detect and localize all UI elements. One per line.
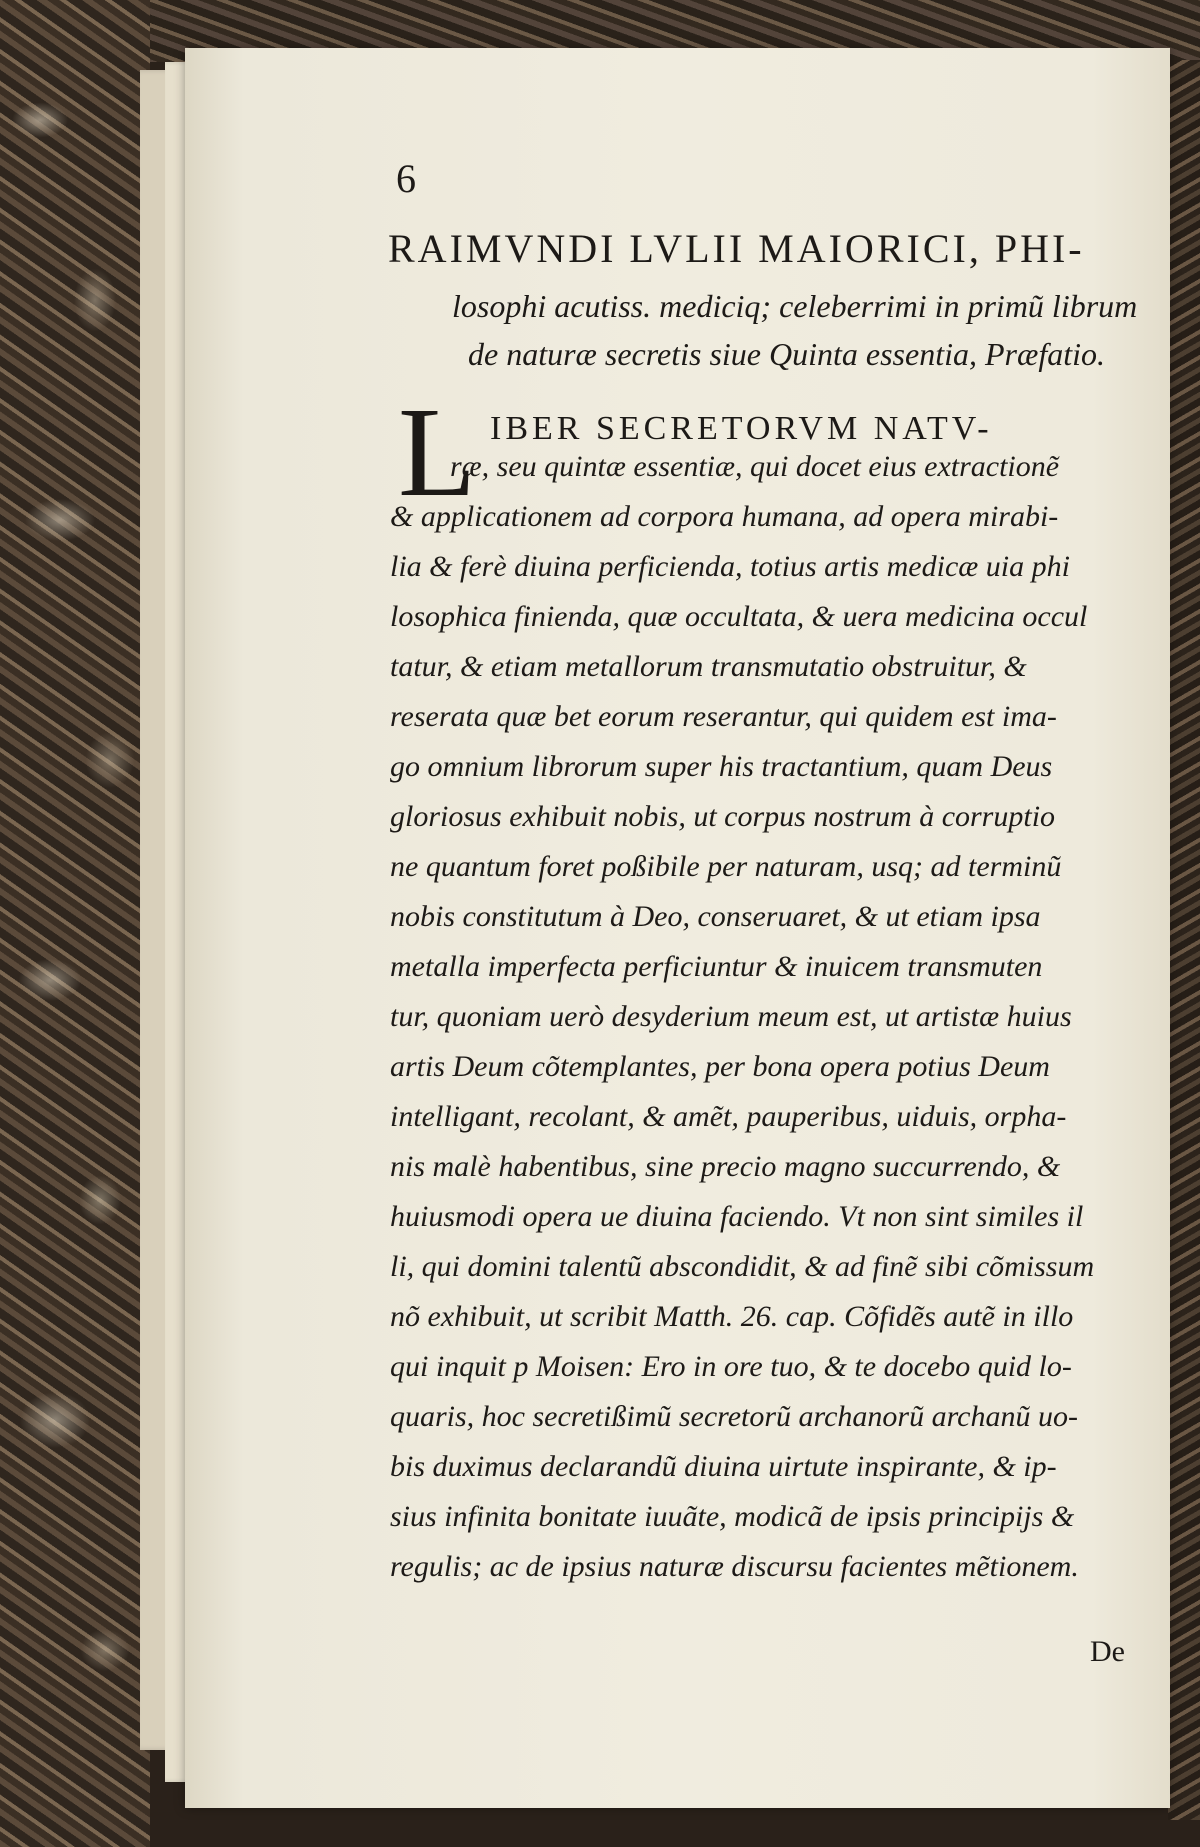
text-line: bis duximus declarandũ diuina uirtute inspirante, & ip- xyxy=(390,1450,1057,1483)
text-line: nõ exhibuit, ut scribit Matth. 26. cap. Cõfidẽs autẽ in illo xyxy=(390,1300,1074,1333)
text-line: nis malè habentibus, sine precio magno succurrendo, & xyxy=(390,1150,1061,1183)
text-line: go omnium librorum super his tractantium, quam Deus xyxy=(390,750,1053,783)
text-line: metalla imperfecta perficiuntur & inuicem transmuten xyxy=(390,950,1043,983)
text-line: huiusmodi opera ue diuina faciendo. Vt non sint similes il xyxy=(390,1200,1084,1233)
text-line: li, qui domini talentũ abscondidit, & ad finẽ sibi cõmissum xyxy=(390,1250,1095,1283)
page-number: 6 xyxy=(396,156,416,201)
text-line: qui inquit p Moisen: Ero in ore tuo, & te docebo quid lo- xyxy=(390,1350,1072,1383)
text-line: quaris, hoc secretißimũ secretorũ archanorũ archanũ uo- xyxy=(390,1400,1078,1433)
drop-cap: L xyxy=(398,381,477,523)
marbled-cover-left xyxy=(0,0,150,1847)
text-line: ræ, seu quintæ essentiæ, qui docet eius extractionẽ xyxy=(450,450,1060,483)
text-line: tatur, & etiam metallorum transmutatio obstruitur, & xyxy=(390,650,1027,683)
text-line: intelligant, recolant, & amẽt, pauperibus, uiduis, orpha- xyxy=(390,1100,1067,1133)
page-heading: RAIMVNDI LVLII MAIORICI, PHI- xyxy=(388,226,1085,271)
text-line: lia & ferè diuina perficienda, totius artis medicæ uia phi xyxy=(390,550,1070,583)
marbled-cover-right xyxy=(1168,60,1200,1820)
text-line: tur, quoniam uerò desyderium meum est, ut artistæ huius xyxy=(390,1000,1072,1033)
text-line: reserata quæ bet eorum reserantur, qui quidem est ima- xyxy=(390,700,1057,733)
text-line: gloriosus exhibuit nobis, ut corpus nostrum à corruptio xyxy=(390,800,1056,833)
text-line: regulis; ac de ipsius naturæ discursu facientes mẽtionem. xyxy=(390,1550,1079,1583)
first-text-line: IBER SECRETORVM NATV- xyxy=(490,410,993,447)
text-line: ne quantum foret poßibile per naturam, usq; ad terminũ xyxy=(390,850,1062,883)
text-line: nobis constitutum à Deo, conseruaret, & ut etiam ipsa xyxy=(390,900,1041,933)
subheading-line: de naturæ secretis siue Quinta essentia, Præfatio. xyxy=(468,336,1105,372)
text-line: artis Deum cõtemplantes, per bona opera potius Deum xyxy=(390,1050,1050,1083)
text-line: losophica finienda, quæ occultata, & uera medicina occul xyxy=(390,600,1088,633)
subheading-line: losophi acutiss. mediciq; celeberrimi in primũ librum xyxy=(452,288,1138,324)
text-line: & applicationem ad corpora humana, ad opera mirabi- xyxy=(390,500,1059,533)
catchword: De xyxy=(1090,1635,1125,1668)
text-line: sius infinita bonitate iuuãte, modicã de ipsis principijs & xyxy=(390,1500,1075,1533)
